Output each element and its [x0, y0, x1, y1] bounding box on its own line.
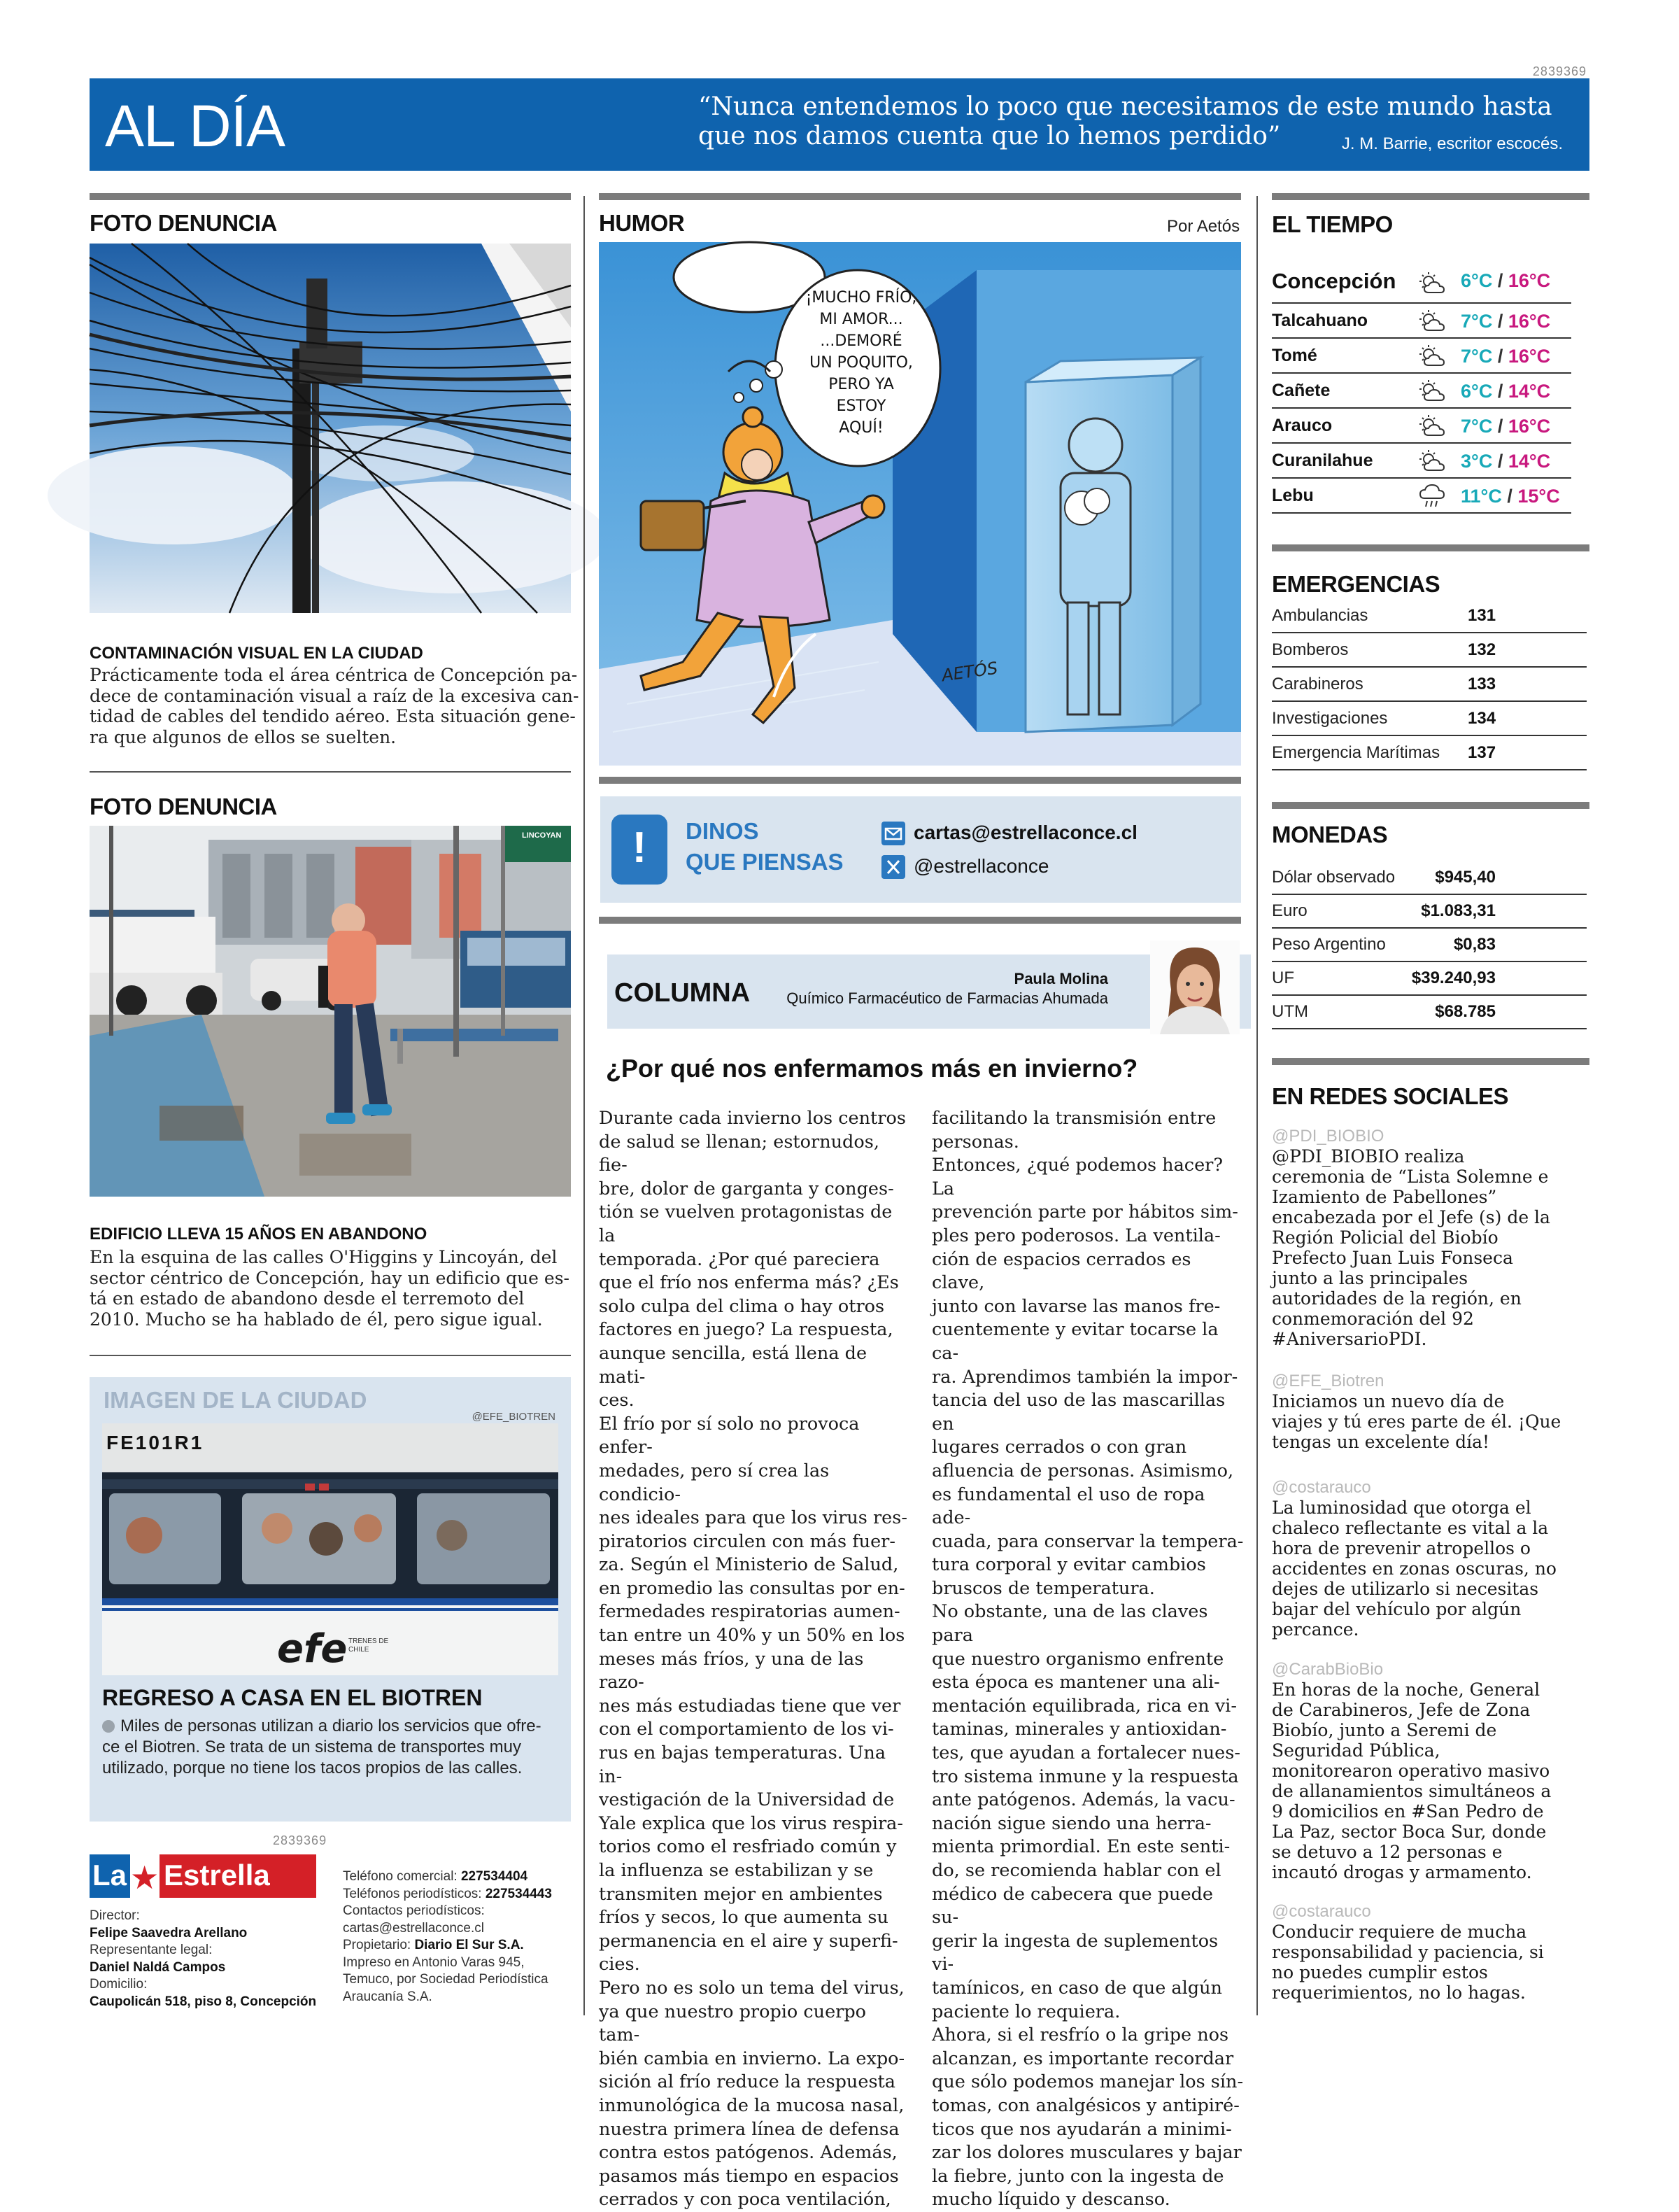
- temp-min: 7°C: [1461, 346, 1493, 367]
- quote-text: “Nunca entendemos lo poco que necesitamos de este mundo hasta que nos damos cuenta que lo hemos perdido”: [698, 92, 1552, 150]
- post-line: de Carabineros, Jefe de Zona: [1272, 1700, 1531, 1720]
- weather-row: [1272, 339, 1571, 374]
- weather-row: [1272, 409, 1571, 444]
- section-title: AL DÍA: [105, 93, 285, 159]
- post-line: La Paz, sector Boca Sur, donde: [1272, 1822, 1547, 1842]
- social-post: [1272, 1127, 1566, 1349]
- section-bar: [599, 193, 1241, 200]
- mail-icon: [881, 822, 905, 845]
- humor-byline: Por Aetós: [1167, 217, 1240, 236]
- column-line: ante patógenos. Además, la vacu-: [932, 1789, 1235, 1811]
- currency-row: [1272, 928, 1587, 962]
- columna-body-right: [932, 1107, 1245, 2212]
- post-line: responsabilidad y paciencia, si: [1272, 1942, 1544, 1962]
- post-line: no puedes cumplir estos: [1272, 1962, 1488, 1982]
- emergency-number[interactable]: 133: [1468, 675, 1496, 693]
- temp-min: 3°C: [1461, 451, 1493, 472]
- weather-temps: [1461, 416, 1550, 437]
- column-line: Ahora, si el resfrío o la gripe nos: [932, 2024, 1229, 2046]
- twitter-link[interactable]: @estrellaconce: [914, 855, 1049, 877]
- post-line: Iniciamos un nuevo día de: [1272, 1391, 1505, 1411]
- post-line: tengas un excelente día!: [1272, 1432, 1490, 1452]
- partly-sunny-icon: [1419, 272, 1447, 297]
- post-line: se detuvo a 12 personas e: [1272, 1842, 1503, 1862]
- emergency-row: [1272, 702, 1587, 736]
- currency-value: $945,40: [1435, 868, 1496, 887]
- emergency-number[interactable]: 137: [1468, 743, 1496, 762]
- weather-temps: [1461, 270, 1550, 292]
- column-line: fríos y secos, lo que aumenta su: [599, 1907, 888, 1929]
- post-line: accidentes en zonas oscuras, no: [1272, 1558, 1557, 1579]
- post-line: de allanamientos simultáneos a: [1272, 1781, 1552, 1801]
- temp-max: 14°C: [1508, 381, 1551, 402]
- post-line: Conducir requiere de mucha: [1272, 1922, 1527, 1942]
- column-line: meses más fríos, y una de las razo-: [599, 1648, 864, 1693]
- dinos-que-piensas-box: [600, 796, 1241, 903]
- post-line: 9 domicilios en #San Pedro de: [1272, 1801, 1544, 1822]
- temp-separator: /: [1492, 451, 1508, 472]
- column-line: do, se recomienda hablar con el: [932, 1860, 1221, 1881]
- column-line: con el comportamiento de los vi-: [599, 1719, 894, 1740]
- column-line: permanencia en el aire y superfi-: [599, 1930, 898, 1952]
- social-handle[interactable]: @costarauco: [1272, 1478, 1371, 1497]
- column-line: Durante cada invierno los centros: [599, 1108, 906, 1129]
- partly-sunny-icon: [1419, 344, 1447, 369]
- weather-row: [1272, 444, 1571, 479]
- column-line: rus en bajas temperaturas. Una in-: [599, 1742, 886, 1787]
- weather-city: Tomé: [1272, 346, 1317, 365]
- temp-min: 6°C: [1461, 270, 1493, 291]
- post-line: encabezada por el Jefe (s) de la: [1272, 1207, 1550, 1227]
- weather-city: Curanilahue: [1272, 451, 1373, 470]
- column-line: tura corporal y evitar cambios: [932, 1554, 1206, 1576]
- column-line: mienta primordial. En este senti-: [932, 1836, 1231, 1858]
- column-line: alcanzan, es importante recordar: [932, 2048, 1234, 2069]
- temp-max: 14°C: [1508, 451, 1551, 472]
- post-line: bajar del vehículo por algún: [1272, 1599, 1522, 1619]
- street-sign-text: LINCOYAN: [522, 831, 562, 840]
- column-line: que el frío nos enferma más? ¿Es: [599, 1272, 899, 1294]
- temp-separator: /: [1492, 416, 1508, 437]
- section-bar: [1272, 544, 1589, 551]
- column-line: ticos que nos ayudarán a minimi-: [932, 2118, 1232, 2140]
- foto-denuncia-title-2: FOTO DENUNCIA: [90, 794, 277, 819]
- column-line: ces.: [599, 1390, 635, 1411]
- column-line: esta época es mantener una ali-: [932, 1672, 1220, 1693]
- columna-label: COLUMNA: [614, 978, 751, 1008]
- column-line: tión se vuelven protagonistas de la: [599, 1202, 893, 1246]
- email-link[interactable]: cartas@estrellaconce.cl: [914, 822, 1138, 843]
- column-line: ra. Aprendimos también la impor-: [932, 1366, 1238, 1388]
- column-divider: [1256, 196, 1258, 2015]
- caption-line: ce el Biotren. Se trata de un sistema de transportes muy: [102, 1738, 521, 1756]
- post-line: #AniversarioPDI.: [1272, 1329, 1427, 1349]
- column-line: sición al frío reduce la respuesta: [599, 2071, 895, 2093]
- social-post-text: [1272, 1146, 1566, 1349]
- column-line: No obstante, una de las claves para: [932, 1601, 1208, 1647]
- social-handle[interactable]: @CarabBioBio: [1272, 1660, 1384, 1679]
- efe-logo-sub: TRENES DE CHILE: [348, 1637, 389, 1654]
- imagen-ciudad-box: [90, 1377, 571, 1822]
- temp-min: 6°C: [1461, 381, 1493, 402]
- social-post-text: [1272, 1922, 1566, 2003]
- column-line: bién cambia en invierno. La expo-: [599, 2048, 905, 2069]
- post-line: incautó drogas y armamento.: [1272, 1862, 1532, 1882]
- column-line: junto con lavarse las manos fre-: [932, 1295, 1221, 1317]
- column-line: factores en juego? La respuesta,: [599, 1319, 893, 1341]
- post-line: Prefecto Juan Luis Fonseca: [1272, 1248, 1513, 1268]
- column-line: tro sistema inmune y la respuesta: [932, 1766, 1239, 1787]
- caption-line: tidad de cables del tendido aéreo. Esta situación gene-: [90, 706, 576, 726]
- divider: [90, 771, 571, 773]
- temp-max: 16°C: [1508, 270, 1551, 291]
- column-line: bre, dolor de garganta y conges-: [599, 1178, 894, 1199]
- partly-sunny-icon: [1419, 414, 1447, 439]
- post-line: conmemoración del 92: [1272, 1309, 1474, 1329]
- columna-author: Paula Molina: [1014, 970, 1108, 987]
- efe-logo: efe: [277, 1626, 348, 1672]
- column-line: facilitando la transmisión entre: [932, 1108, 1217, 1129]
- section-bar: [599, 777, 1241, 784]
- redes-title: EN REDES SOCIALES: [1272, 1083, 1509, 1109]
- column-line: tamínicos, en caso de que algún: [932, 1977, 1222, 1999]
- footer-code: 2839369: [273, 1833, 327, 1847]
- dinos-label-1: DINOS: [686, 818, 759, 844]
- column-line: El frío por sí solo no provoca enfer-: [599, 1413, 860, 1458]
- weather-temps: [1461, 451, 1550, 472]
- social-post: [1272, 1660, 1566, 1882]
- column-line: bruscos de temperatura.: [932, 1577, 1155, 1599]
- weather-temps: [1461, 346, 1550, 367]
- temp-separator: /: [1501, 486, 1518, 507]
- temp-min: 11°C: [1461, 486, 1502, 507]
- currency-label: Euro: [1272, 901, 1308, 920]
- column-line: nes más estudiadas tiene que ver: [599, 1695, 901, 1717]
- temp-separator: /: [1492, 311, 1508, 332]
- caption-line: utilizado, porque no tiene los tacos propios de las calles.: [102, 1759, 523, 1777]
- emergency-number[interactable]: 134: [1468, 709, 1496, 728]
- currency-value: $68.785: [1435, 1002, 1496, 1021]
- cartoonist-signature: AETÓS: [940, 658, 999, 686]
- column-line: vestigación de la Universidad de: [599, 1789, 895, 1811]
- rain-cloud-icon: [1419, 484, 1447, 509]
- emergency-label: Investigaciones: [1272, 709, 1388, 728]
- la-estrella-logo: La ★ Estrella: [90, 1854, 316, 1898]
- emergency-row: [1272, 736, 1587, 770]
- temp-max: 16°C: [1508, 311, 1551, 332]
- column-line: nuestra primera línea de defensa: [599, 2118, 900, 2140]
- train-photo: [102, 1423, 558, 1675]
- column-line: tes, que ayudan a fortalecer nues-: [932, 1742, 1240, 1764]
- caption-line: ra que algunos de ellos se suelten.: [90, 726, 397, 747]
- column-line: lugares cerrados o con gran: [932, 1437, 1187, 1458]
- social-post-text: [1272, 1391, 1566, 1452]
- social-post-text: [1272, 1498, 1566, 1640]
- column-line: tomas, con analgésicos y antipiré-: [932, 2094, 1240, 2116]
- column-line: prevención parte por hábitos sim-: [932, 1202, 1238, 1223]
- star-icon: ★: [130, 1859, 160, 1896]
- weather-row: [1272, 374, 1571, 409]
- column-line: ya que nuestro propio cuerpo tam-: [599, 2001, 867, 2046]
- street-photo: [90, 826, 571, 1197]
- column-line: cuentemente y evitar tocarse la ca-: [932, 1319, 1219, 1364]
- column-line: fermedades respiratorias aumen-: [599, 1601, 900, 1623]
- weather-city: Talcahuano: [1272, 311, 1368, 330]
- social-post: [1272, 1478, 1566, 1640]
- column-line: cies.: [599, 1954, 640, 1975]
- column-divider: [583, 196, 585, 2015]
- column-line: piratorios circulen con más fuer-: [599, 1530, 895, 1552]
- post-line: percance.: [1272, 1619, 1359, 1640]
- footer-staff: Director: Felipe Saavedra Arellano Representante legal: Daniel Naldá Campos Domicilio: Caupolicán 518, piso 8, Concepción: [90, 1908, 317, 2009]
- quote-author: J. M. Barrie, escritor escocés.: [1341, 134, 1563, 153]
- emergency-row: [1272, 599, 1587, 633]
- city-caption: [102, 1716, 564, 1779]
- social-post-text: [1272, 1679, 1566, 1882]
- foto2-caption: [90, 1247, 579, 1330]
- temp-min: 7°C: [1461, 311, 1493, 332]
- section-bar: [599, 917, 1241, 924]
- foto-denuncia-title-1: FOTO DENUNCIA: [90, 210, 277, 236]
- currency-row: [1272, 861, 1587, 895]
- column-line: nes ideales para que los virus res-: [599, 1507, 907, 1529]
- dinos-label-2: QUE PIENSAS: [686, 849, 844, 875]
- currency-label: UTM: [1272, 1002, 1308, 1021]
- currency-row: [1272, 995, 1587, 1029]
- column-line: cerrados y con poca ventilación,: [599, 2189, 891, 2211]
- column-line: es fundamental el uso de ropa ade-: [932, 1484, 1205, 1529]
- currency-row: [1272, 961, 1587, 996]
- author-photo: [1150, 941, 1240, 1034]
- post-line: hora de prevenir atropellos o: [1272, 1538, 1531, 1558]
- emergency-label: Ambulancias: [1272, 606, 1368, 625]
- post-line: Región Policial del Biobío: [1272, 1227, 1499, 1248]
- foto2-headline: EDIFICIO LLEVA 15 AÑOS EN ABANDONO: [90, 1225, 427, 1244]
- section-bar: [1272, 1058, 1589, 1065]
- weather-temps: [1461, 486, 1560, 507]
- caption-line: Prácticamente toda el área céntrica de Concepción pa-: [90, 665, 578, 685]
- caption-line: dece de contaminación visual a raíz de la excesiva can-: [90, 685, 579, 706]
- emergency-row: [1272, 668, 1587, 702]
- post-line: Seguridad Pública,: [1272, 1740, 1440, 1761]
- post-line: requerimientos, no lo hagas.: [1272, 1982, 1526, 2003]
- weather-temps: [1461, 311, 1550, 332]
- column-line: zar los dolores musculares y bajar: [932, 2142, 1242, 2164]
- caption-line: tá en estado de abandono desde el terremoto del: [90, 1288, 525, 1309]
- column-line: Entonces, ¿qué podemos hacer? La: [932, 1155, 1224, 1199]
- exclamation-icon: !: [611, 815, 667, 885]
- partly-sunny-icon: [1419, 449, 1447, 474]
- speech-bubble: ¡MUCHO FRÍO, MI AMOR... ...DEMORÉ UN POQUITO, PERO YA ESTOY AQUÍ!: [805, 289, 917, 437]
- emergencias-title: EMERGENCIAS: [1272, 571, 1440, 597]
- temp-separator: /: [1492, 346, 1508, 367]
- divider: [90, 1355, 571, 1356]
- column-line: paciente lo requiera.: [932, 2001, 1121, 2022]
- post-line: viajes y tú eres parte de él. ¡Que: [1272, 1411, 1561, 1432]
- post-line: En horas de la noche, General: [1272, 1679, 1540, 1700]
- partly-sunny-icon: [1419, 379, 1447, 404]
- emergency-label: Emergencia Marítimas: [1272, 743, 1440, 762]
- column-line: Yale explica que los virus respira-: [599, 1812, 903, 1834]
- section-bar: [1272, 193, 1589, 200]
- column-line: ples pero poderosos. La ventila-: [932, 1225, 1221, 1246]
- emergency-label: Bomberos: [1272, 640, 1349, 659]
- bullet-icon: [102, 1720, 115, 1733]
- column-line: solo culpa del clima o hay otros: [599, 1295, 885, 1317]
- column-line: taminas, minerales y antioxidan-: [932, 1719, 1227, 1740]
- caption-line: 2010. Mucho se ha hablado de él, pero sigue igual.: [90, 1309, 543, 1330]
- post-line: ceremonia de “Lista Solemne e: [1272, 1167, 1549, 1187]
- column-line: cuada, para conservar la tempera-: [932, 1530, 1244, 1552]
- currency-label: Peso Argentino: [1272, 935, 1386, 954]
- column-line: nación sigue siendo una herra-: [932, 1812, 1212, 1834]
- temp-max: 16°C: [1508, 416, 1551, 437]
- column-line: transmiten mejor en ambientes: [599, 1883, 883, 1905]
- currency-value: $39.240,93: [1411, 968, 1496, 987]
- column-line: la influenza se estabilizan y se: [599, 1860, 874, 1881]
- temp-separator: /: [1492, 381, 1508, 402]
- column-line: contra estos patógenos. Además,: [599, 2142, 898, 2164]
- foto1-headline: CONTAMINACIÓN VISUAL EN LA CIUDAD: [90, 644, 423, 663]
- post-line: junto a las principales: [1272, 1268, 1468, 1288]
- post-line: dejes de utilizarlo si necesitas: [1272, 1579, 1539, 1599]
- monedas-title: MONEDAS: [1272, 822, 1388, 847]
- column-line: torios como el resfriado común y: [599, 1836, 897, 1858]
- temp-min: 7°C: [1461, 416, 1493, 437]
- column-line: en promedio las consultas por en-: [599, 1577, 905, 1599]
- humor-title: HUMOR: [599, 210, 685, 236]
- weather-city: Lebu: [1272, 486, 1314, 505]
- weather-city: Cañete: [1272, 381, 1331, 400]
- emergency-row: [1272, 633, 1587, 668]
- imagen-ciudad-title: IMAGEN DE LA CIUDAD: [104, 1387, 367, 1413]
- social-handle[interactable]: @PDI_BIOBIO: [1272, 1127, 1384, 1146]
- emergency-number[interactable]: 131: [1468, 606, 1496, 625]
- column-line: medades, pero sí crea las condicio-: [599, 1460, 830, 1505]
- post-line: Izamiento de Pabellones”: [1272, 1187, 1497, 1207]
- emergency-label: Carabineros: [1272, 675, 1363, 693]
- post-line: @PDI_BIOBIO realiza: [1272, 1146, 1465, 1167]
- column-line: de salud se llenan; estornudos, fie-: [599, 1131, 879, 1176]
- post-line: Biobío, junto a Seremi de: [1272, 1720, 1497, 1740]
- weather-city: Concepción: [1272, 269, 1396, 293]
- currency-row: [1272, 894, 1587, 929]
- partly-sunny-icon: [1419, 309, 1447, 334]
- columna-title: ¿Por qué nos enfermamos más en invierno?: [606, 1054, 1138, 1083]
- weather-temps: [1461, 381, 1550, 402]
- column-line: za. Según el Ministerio de Salud,: [599, 1554, 899, 1576]
- currency-label: Dólar observado: [1272, 868, 1396, 887]
- caption-line: sector céntrico de Concepción, hay un edificio que es-: [90, 1267, 569, 1288]
- column-line: personas.: [932, 1131, 1019, 1153]
- column-line: que nuestro organismo enfrente: [932, 1648, 1224, 1670]
- foto1-caption: [90, 665, 579, 747]
- column-line: mentación equilibrada, rica en vi-: [932, 1695, 1237, 1717]
- temp-max: 15°C: [1517, 486, 1560, 507]
- cartoon-image: [599, 242, 1241, 766]
- column-line: Pero no es solo un tema del virus,: [599, 1977, 905, 1999]
- footer-contacts: Teléfono comercial: 227534404 Teléfonos periodísticos: 227534443 Contactos periodísticos: cartas@estrellaconce.cl Propietario: Diario El Sur S.A. Impreso en Antonio Varas 945, Temuco, por Sociedad Periodística Araucanía S.A.: [343, 1869, 552, 2004]
- post-line: autoridades de la región, en: [1272, 1288, 1522, 1309]
- weather-city: Arauco: [1272, 416, 1333, 435]
- column-line: pasamos más tiempo en espacios: [599, 2165, 899, 2187]
- column-line: aunque sencilla, está llena de mati-: [599, 1342, 867, 1388]
- currency-value: $0,83: [1453, 935, 1496, 954]
- social-handle[interactable]: @EFE_Biotren: [1272, 1372, 1384, 1390]
- column-line: la fiebre, junto con la ingesta de: [932, 2165, 1224, 2187]
- weather-row: [1272, 266, 1571, 304]
- cables-photo: [90, 244, 571, 613]
- column-line: afluencia de personas. Asimismo,: [932, 1460, 1234, 1481]
- currency-value: $1.083,31: [1421, 901, 1496, 920]
- social-post: [1272, 1372, 1566, 1452]
- el-tiempo-title: EL TIEMPO: [1272, 211, 1393, 237]
- post-line: La luminosidad que otorga el: [1272, 1498, 1531, 1518]
- column-line: tan entre un 40% y un 50% en los: [599, 1625, 905, 1647]
- currency-label: UF: [1272, 968, 1294, 987]
- caption-line: Miles de personas utilizan a diario los servicios que ofre-: [102, 1716, 564, 1737]
- temp-max: 16°C: [1508, 346, 1551, 367]
- column-line: temporada. ¿Por qué pareciera: [599, 1248, 880, 1270]
- temp-separator: /: [1492, 270, 1508, 291]
- columna-body-left: [599, 1107, 912, 2212]
- social-handle[interactable]: @costarauco: [1272, 1902, 1371, 1921]
- caption-line: En la esquina de las calles O'Higgins y Lincoyán, del: [90, 1247, 558, 1267]
- page-code: 2839369: [1532, 64, 1587, 78]
- weather-row: [1272, 304, 1571, 339]
- train-id: FE101R1: [106, 1432, 204, 1453]
- post-line: chaleco reflectante es vital a la: [1272, 1518, 1549, 1538]
- social-post: [1272, 1902, 1566, 2003]
- city-headline: REGRESO A CASA EN EL BIOTREN: [102, 1685, 483, 1710]
- photo-credit: @EFE_BIOTREN: [472, 1411, 555, 1423]
- column-line: tancia del uso de las mascarillas en: [932, 1390, 1226, 1435]
- post-line: monitorearon operativo masivo: [1272, 1761, 1550, 1781]
- columna-author-role: Químico Farmacéutico de Farmacias Ahumada: [786, 989, 1108, 1007]
- column-line: mucho líquido y descanso.: [932, 2189, 1170, 2211]
- column-line: ción de espacios cerrados es clave,: [932, 1248, 1191, 1294]
- emergency-number[interactable]: 132: [1468, 640, 1496, 659]
- section-bar: [1272, 802, 1589, 809]
- weather-row: [1272, 479, 1571, 514]
- column-line: que sólo podemos manejar los sín-: [932, 2071, 1244, 2093]
- column-line: médico de cabecera que puede su-: [932, 1883, 1213, 1929]
- section-bar: [90, 193, 571, 200]
- x-twitter-icon: [881, 855, 905, 879]
- column-line: inmunológica de la mucosa nasal,: [599, 2094, 905, 2116]
- column-line: gerir la ingesta de suplementos vi-: [932, 1930, 1219, 1975]
- header-banner: [90, 78, 1589, 171]
